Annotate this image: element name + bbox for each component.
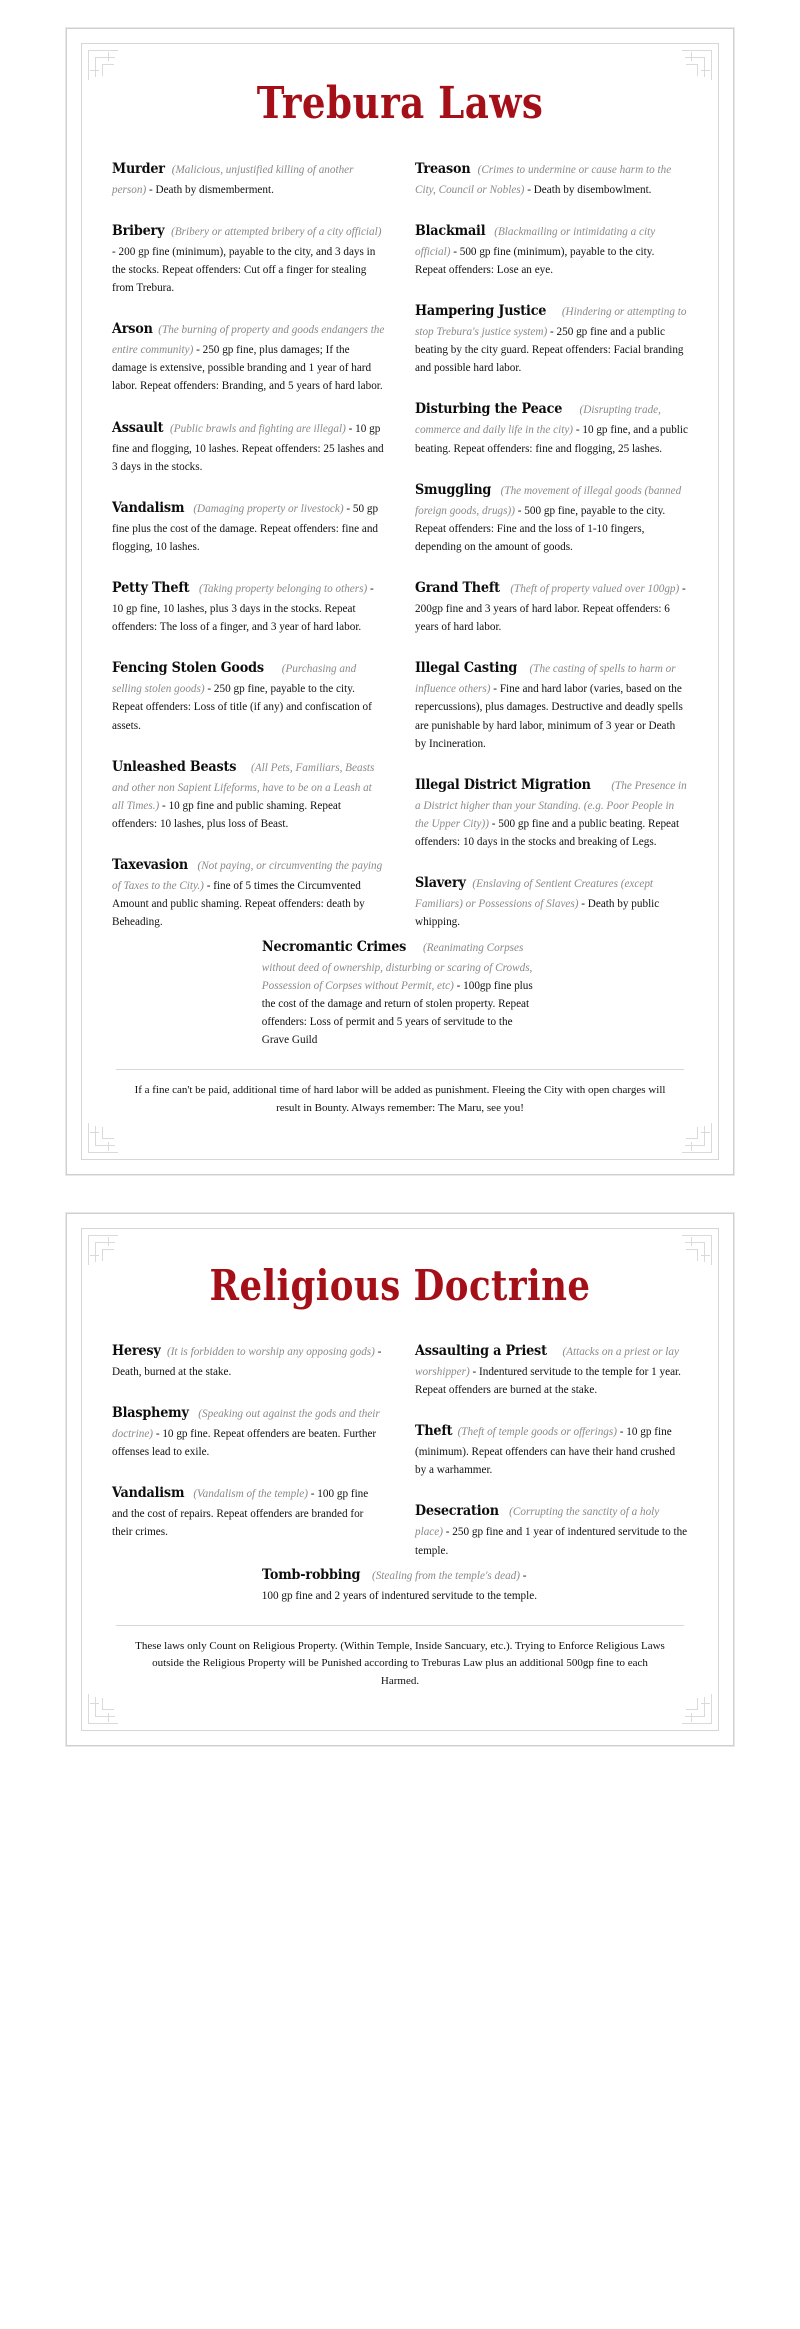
law-name: Fencing Stolen Goods — [112, 660, 264, 677]
religious-two-column-grid — [112, 1340, 688, 1560]
law-penalty: - Death by dismemberment. — [146, 183, 274, 196]
page-title-religious-doctrine: Religious Doctrine — [209, 1260, 591, 1310]
law-description: (The casting of spells to harm or influence others) — [415, 663, 676, 696]
religious-doctrine-sheet — [66, 1213, 734, 1746]
law-description: (Vandalism of the temple) — [193, 1488, 308, 1501]
law-entry — [415, 1340, 688, 1399]
law-name: Smuggling — [415, 481, 492, 498]
law-entry — [112, 1402, 385, 1461]
laws-column-left — [112, 158, 385, 932]
centered-law-wrapper — [112, 936, 688, 1050]
law-description: (Corrupting the sanctity of a holy place) — [415, 1506, 660, 1539]
law-name: Vandalism — [112, 499, 185, 516]
law-description: (Theft of property valued over 100gp) — [510, 583, 680, 596]
law-penalty: - 10 gp fine, and a public beating. Repeat offenders: fine and flogging, 25 lashes. — [415, 424, 688, 455]
law-name: Blasphemy — [112, 1405, 189, 1421]
law-name: Slavery — [415, 875, 466, 892]
law-entry — [415, 1420, 688, 1479]
law-penalty: - 200gp fine and 3 years of hard labor. Repeat offenders: 6 years of hard labor. — [415, 583, 686, 634]
law-description: (Taking property belonging to others) — [198, 583, 368, 596]
law-description: (Blackmailing or intimidating a city official) — [415, 225, 656, 258]
law-entry-necromantic-crimes — [262, 936, 538, 1050]
law-penalty: - 200 gp fine (minimum), payable to the city, and 3 days in the stocks. Repeat offenders: Cut off a finger for stealing from Trebura. — [112, 245, 376, 294]
law-description: (It is forbidden to worship any opposing gods) — [166, 1345, 375, 1358]
law-name: Vandalism — [112, 1485, 185, 1502]
trebura-laws-sheet — [66, 28, 734, 1175]
law-name: Illegal District Migration — [415, 776, 591, 793]
law-name: Theft — [415, 1423, 453, 1440]
law-penalty: - 250 gp fine, payable to the city. Repeat offenders: Loss of title (if any) and confiscation of assets. — [112, 683, 372, 732]
law-entry — [112, 220, 385, 297]
law-name: Unleashed Beasts — [112, 758, 237, 775]
law-description: (Reanimating Corpses without deed of ownership, disturbing or scaring of Crowds, Possession of Corpses without Permit, etc) — [261, 941, 533, 992]
law-name: Taxevasion — [112, 857, 189, 874]
law-penalty: - 250 gp fine and 1 year of indentured servitude to the temple. — [415, 1526, 688, 1557]
law-penalty: - 250 gp fine and a public beating by the city guard. Repeat offenders: Facial branding and possible hard labor. — [415, 325, 684, 375]
law-penalty: - Indentured servitude to the temple for 1 year. Repeat offenders are burned at the stake. — [415, 1365, 681, 1396]
laws-two-column-grid — [112, 158, 688, 932]
law-entry — [415, 577, 688, 636]
laws-page-frame — [81, 43, 719, 1160]
law-penalty: - 500 gp fine, payable to the city. Repeat offenders: Fine and the loss of 1-10 fingers, depending on the amount of goods. — [415, 504, 666, 553]
law-entry — [415, 1500, 688, 1559]
law-penalty: - 10 gp fine. Repeat offenders are beaten. Further offenses lead to exile. — [112, 1428, 377, 1459]
law-penalty: - Death by disembowlment. — [524, 183, 652, 196]
page-title-trebura-laws: Trebura Laws — [256, 78, 544, 129]
law-entry — [415, 220, 688, 279]
footer-divider — [116, 1625, 684, 1626]
law-name: Tomb-robbing — [261, 1566, 361, 1583]
law-entry — [415, 398, 688, 457]
law-penalty: - 10 gp fine and flogging, 10 lashes. Repeat offenders: 25 lashes and 3 days in the stocks. — [112, 422, 384, 473]
law-name: Murder — [112, 160, 165, 177]
law-entry — [112, 497, 385, 556]
law-entry-tomb-robbing — [262, 1564, 538, 1605]
law-description: (Crimes to undermine or cause harm to the City, Council or Nobles) — [415, 163, 672, 196]
law-penalty: - 100 gp fine and 2 years of indentured servitude to the temple. — [261, 1569, 538, 1602]
law-name: Necromantic Crimes — [261, 938, 406, 955]
law-description: (Damaging property or livestock) — [193, 502, 344, 515]
law-penalty: - 500 gp fine and a public beating. Repeat offenders: 10 days in the stocks and breaking of Legs. — [415, 818, 680, 849]
law-name: Assault — [112, 419, 164, 436]
ornament-corner-top-right-icon — [666, 50, 712, 96]
law-description: (Not paying, or circumventing the paying of Taxes to the City.) — [112, 860, 383, 893]
law-penalty: - 10 gp fine (minimum). Repeat offenders can have their hand crushed by a warhammer. — [415, 1426, 676, 1477]
law-entry — [112, 854, 385, 931]
law-name: Bribery — [112, 222, 165, 239]
law-description: (Hindering or attempting to stop Trebura's justice system) — [415, 305, 687, 338]
law-entry — [112, 577, 385, 636]
law-entry — [415, 158, 688, 199]
law-description: (The burning of property and goods endangers the entire community) — [112, 324, 385, 357]
law-description: (The Presence in a District higher than your Standing. (e.g. Poor People in the Upper City)) — [415, 779, 687, 831]
footer-divider — [116, 1069, 684, 1070]
religious-column-left — [112, 1340, 385, 1542]
law-entry — [415, 479, 688, 556]
law-description: (Bribery or attempted bribery of a city official) — [171, 225, 382, 238]
law-name: Illegal Casting — [415, 660, 518, 677]
law-entry — [415, 300, 688, 377]
laws-column-right — [415, 158, 688, 932]
law-entry — [112, 756, 385, 833]
law-name: Grand Theft — [415, 580, 500, 597]
law-name: Disturbing the Peace — [415, 401, 563, 418]
law-description: (Malicious, unjustified killing of another person) — [112, 163, 354, 196]
ornament-corner-top-left-icon — [88, 50, 134, 96]
law-name: Hampering Justice — [415, 302, 547, 319]
law-penalty: - 10 gp fine, 10 lashes, plus 3 days in the stocks. Repeat offenders: The loss of a finger, and 3 year of hard labor. — [112, 583, 374, 634]
law-penalty: - Fine and hard labor (varies, based on the repercussions), plus damages. Destructive and deadly spells are punishable by hard labor, minimum of 3 year or Death by Incineration. — [415, 683, 683, 750]
law-name: Desecration — [415, 1503, 499, 1520]
law-description: (Disrupting trade, commerce and daily life in the city) — [415, 404, 661, 437]
law-name: Blackmail — [415, 222, 486, 239]
law-entry — [415, 657, 688, 753]
law-description: (Purchasing and selling stolen goods) — [112, 663, 357, 696]
law-entry — [415, 774, 688, 851]
religious-footer-note: These laws only Count on Religious Property. (Within Temple, Inside Sancuary, etc.). Trying to Enforce Religious Laws outside the Religious Property will be Punished according to Treburas Law plus an additional 500gp fine to each Harmed. — [135, 1639, 665, 1688]
law-penalty: - 10 gp fine and public shaming. Repeat offenders: 10 lashes, plus loss of Beast. — [112, 799, 342, 831]
law-description: (The movement of illegal goods (banned foreign goods, drugs)) — [415, 484, 682, 517]
law-entry — [112, 318, 385, 395]
centered-law-wrapper — [112, 1564, 688, 1605]
law-name: Petty Theft — [112, 580, 190, 597]
law-description: (Speaking out against the gods and their doctrine) — [112, 1408, 380, 1440]
law-penalty: - 100gp fine plus the cost of the damage and return of stolen property. Repeat offenders: Loss of permit and 5 years of servitude to the Grave Guild — [261, 979, 533, 1047]
law-name: Treason — [415, 160, 471, 177]
law-penalty: - 500 gp fine (minimum), payable to the city. Repeat offenders: Lose an eye. — [415, 245, 655, 276]
law-entry — [112, 158, 385, 199]
religious-page-frame — [81, 1228, 719, 1731]
ornament-corner-top-left-icon — [88, 1235, 134, 1281]
law-description: (Attacks on a priest or lay worshipper) — [415, 1345, 679, 1378]
law-description: (Public brawls and fighting are illegal) — [170, 422, 346, 435]
law-penalty: - Death by public whipping. — [415, 898, 660, 929]
law-entry — [112, 1482, 385, 1541]
law-description: (Enslaving of Sentient Creatures (except Familiars) or Possessions of Slaves) — [415, 878, 654, 911]
religious-column-right — [415, 1340, 688, 1560]
law-penalty: - 250 gp fine, plus damages; If the damage is extensive, possible branding and 1 year of hard labor. Repeat offenders: Branding, and 5 years of hard labor. — [112, 344, 383, 393]
law-penalty: - Death, burned at the stake. — [112, 1345, 382, 1378]
law-entry — [112, 1340, 385, 1381]
laws-footer-note: If a fine can't be paid, additional time of hard labor will be added as punishment. Fleeing the City with open charges will result in Bounty. Always remember: The Maru, see you! — [134, 1084, 666, 1114]
law-entry — [112, 417, 385, 476]
law-entry — [415, 872, 688, 931]
ornament-corner-top-right-icon — [666, 1235, 712, 1281]
law-description: (Stealing from the temple's dead) — [371, 1569, 520, 1582]
law-name: Arson — [112, 321, 153, 338]
law-description: (All Pets, Familiars, Beasts and other non Sapient Lifeforms, have to be on a Leash at all Times.) — [112, 761, 375, 812]
law-description: (Theft of temple goods or offerings) — [457, 1426, 617, 1439]
law-penalty: - 100 gp fine and the cost of repairs. Repeat offenders are branded for their crimes. — [112, 1488, 369, 1539]
law-entry — [112, 657, 385, 734]
law-penalty: - 50 gp fine plus the cost of the damage. Repeat offenders: fine and flogging, 10 lashes. — [112, 502, 379, 553]
law-name: Assaulting a Priest — [415, 1342, 547, 1359]
law-penalty: - fine of 5 times the Circumvented Amount and public shaming. Repeat offenders: death by Beheading. — [112, 880, 365, 929]
law-name: Heresy — [112, 1342, 161, 1359]
